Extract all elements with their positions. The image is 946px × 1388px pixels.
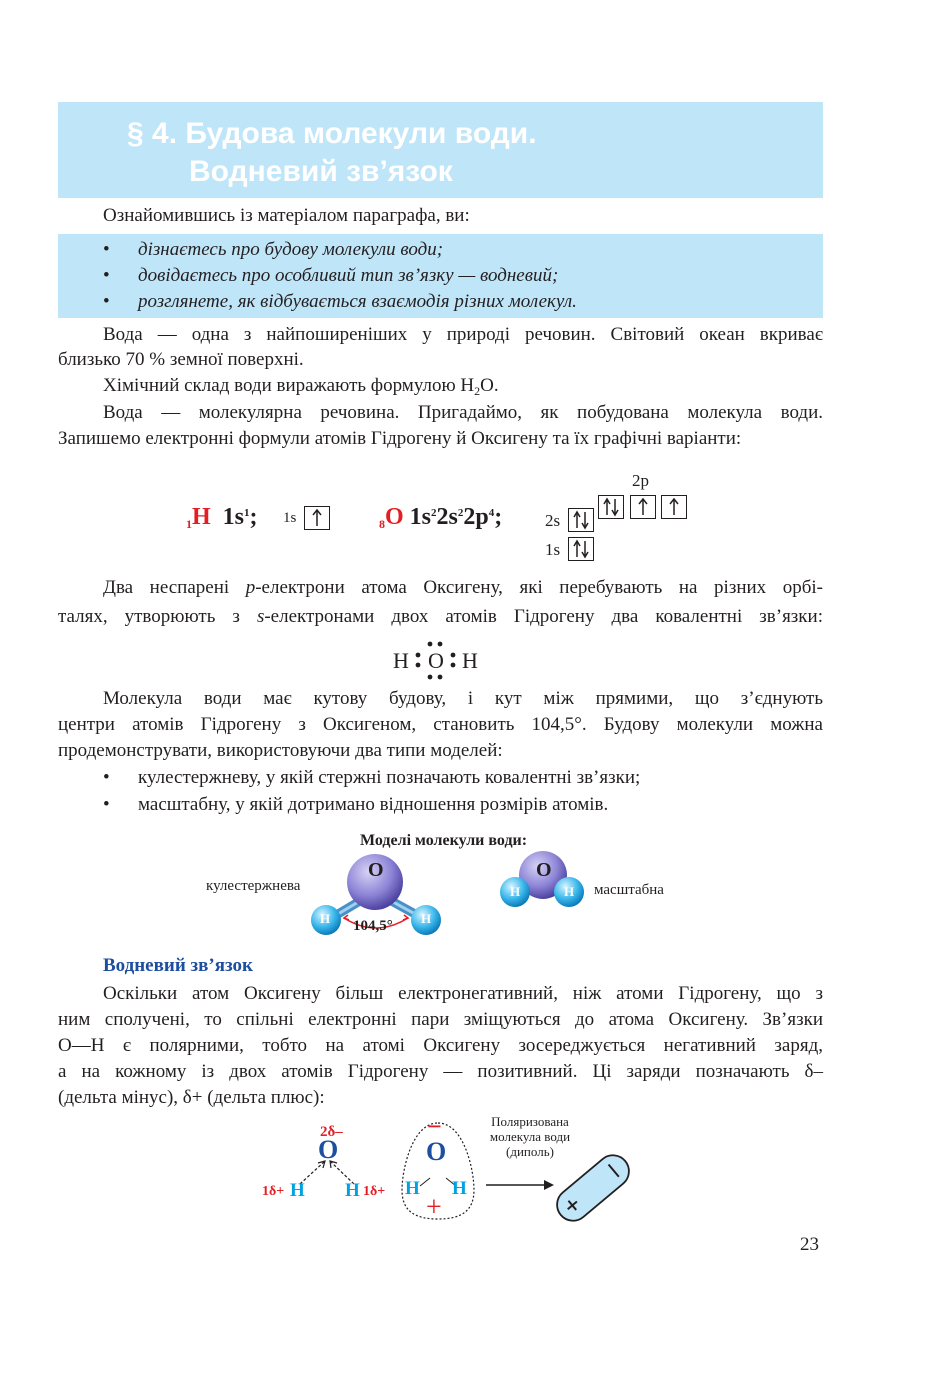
para5-line3: продемонструвати, використовуючи два типи моделей:: [58, 740, 503, 761]
ball-stick-o-label: O: [368, 859, 384, 881]
para5-line1: Молекула води має кутову будову, і кут між прямими, що з’єднують: [103, 688, 823, 709]
o-2p-label: 2p: [632, 471, 649, 490]
h-left-partial-charge: 1δ+: [262, 1184, 285, 1199]
o-1s-label: 1s: [545, 540, 561, 559]
lewis-o: O: [428, 648, 444, 673]
model-item-2: масштабну, у якій дотримано відношення розмірів атомів.: [138, 794, 609, 815]
dipole-label-line2: молекула води: [489, 1129, 571, 1144]
model-item-1: кулестержневу, у якій стержні позначають ковалентні зв’язки;: [138, 767, 641, 788]
up-arrow-icon: [304, 506, 330, 530]
models-figure-title: Моделі молекули води:: [360, 832, 528, 849]
subheading-hydrogen-bond: Водневий зв’язок: [103, 955, 253, 976]
model-bullet-2: •: [103, 794, 110, 815]
para1-line1: Вода — одна з найпоширеніших у природі речовин. Світовий океан вкриває: [103, 324, 823, 345]
h-orbital-label: 1s: [283, 510, 297, 526]
up-down-arrows-icon: [598, 495, 624, 519]
para4-line2: талях, утворюють з s-електронами двох атомів Гідрогену два ковалентні зв’язки:: [58, 606, 823, 627]
plus-sign-icon: +: [426, 1192, 442, 1223]
para3-line1: Вода — молекулярна речовина. Пригадаймо, як побудована молекула води.: [103, 402, 823, 423]
goal-item-2: довідаєтесь про особливий тип зв’язку — водневий;: [138, 265, 559, 286]
para4-line1: Два неспарені p-електрони атома Оксигену, які перебувають на різних орбі-: [103, 577, 824, 598]
electron-dots-icon: [410, 640, 460, 682]
section-title-line1: § 4. Будова молекули води.: [127, 117, 537, 150]
goal-bullet-2: •: [103, 265, 110, 286]
para1-line2: близько 70 % земної поверхні.: [58, 349, 304, 370]
up-arrow-icon: [661, 495, 687, 519]
space-filling-h-right-label: H: [564, 884, 575, 899]
o-2s-label: 2s: [545, 511, 561, 530]
space-filling-h-left-label: H: [510, 884, 521, 899]
polar-h-right-label: H: [345, 1180, 360, 1201]
page-number: 23: [800, 1234, 819, 1255]
ball-stick-label: кулестержнева: [206, 878, 301, 894]
cloud-o-label: O: [426, 1137, 447, 1166]
oxygen-formula: $_8$O $1s^22s^22p^4$;: [379, 504, 503, 531]
goal-item-3: розглянете, як відбувається взаємодія різних молекул.: [138, 291, 577, 312]
up-down-arrows-icon: [568, 537, 594, 561]
goal-item-1: дізнаєтесь про будову молекули води;: [138, 239, 444, 260]
dipole-label-line1: Поляризована: [491, 1114, 569, 1129]
para6-line1: Оскільки атом Оксигену більш електронегативний, ніж атоми Гідрогену, що з: [103, 983, 823, 1004]
para3-line2: Запишемо електронні формули атомів Гідрогену й Оксигену та їх графічні варіанти:: [58, 428, 742, 449]
space-filling-label: масштабна: [594, 882, 664, 898]
para6-line5: (дельта мінус), δ+ (дельта плюс):: [58, 1087, 325, 1108]
lewis-h-right: H: [462, 648, 478, 673]
dipole-label-line3: (диполь): [506, 1144, 554, 1159]
dipole-capsule: [548, 1150, 638, 1226]
section-title-line2: Водневий зв’язок: [189, 155, 453, 188]
para6-line2: ним сполучені, то спільні електронні пари зміщуються до атома Оксигену. Зв’язки: [58, 1009, 823, 1030]
cloud-h-right-label: H: [452, 1178, 467, 1199]
lewis-h-left: H: [393, 648, 409, 673]
goal-bullet-1: •: [103, 239, 110, 260]
arrow-right-icon: [484, 1176, 556, 1194]
space-filling-o-label: O: [536, 859, 552, 881]
hydrogen-formula: $_1$H $1s^1$;: [186, 504, 258, 531]
model-bullet-1: •: [103, 767, 110, 788]
polar-h-left-label: H: [290, 1180, 305, 1201]
h-right-partial-charge: 1δ+: [363, 1184, 386, 1199]
ball-stick-h-left-label: H: [320, 911, 331, 926]
up-down-arrows-icon: [568, 508, 594, 532]
minus-sign-icon: −: [427, 1112, 442, 1141]
goal-bullet-3: •: [103, 291, 110, 312]
intro-text: Ознайомившись із матеріалом параграфа, ви:: [103, 205, 470, 226]
ball-stick-h-right-label: H: [421, 911, 432, 926]
bond-angle-label: 104,5°: [353, 918, 393, 934]
polar-o-label: O: [318, 1135, 339, 1164]
para2: Хімічний склад води виражають формулою $H_2O$.: [103, 375, 499, 398]
para6-line4: а на кожному із двох атомів Гідрогену — позитивний. Ці заряди позначають δ–: [58, 1061, 823, 1082]
up-arrow-icon: [630, 495, 656, 519]
para6-line3: O—H є полярними, тобто на атомі Оксигену зосереджується негативний заряд,: [58, 1035, 823, 1056]
para5-line2: центри атомів Гідрогену з Оксигеном, становить 104,5°. Будову молекули можна: [58, 714, 823, 735]
o-partial-charge: 2δ–: [320, 1124, 343, 1140]
cloud-h-left-label: H: [405, 1178, 420, 1199]
